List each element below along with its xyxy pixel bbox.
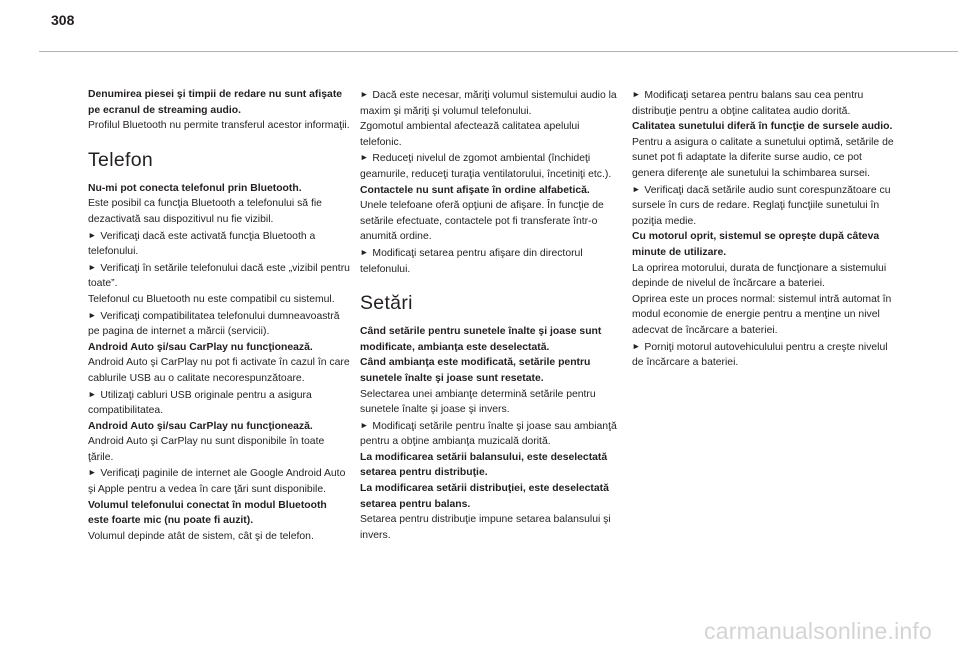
triangle-bullet-icon: ► xyxy=(632,183,641,194)
answer-text: Android Auto şi CarPlay nu sunt disponibile în toate ţările. xyxy=(88,436,325,463)
answer-text: Selectarea unei ambianţe determină setările pentru sunetele înalte şi joase şi invers. xyxy=(360,388,596,416)
triangle-bullet-icon: ► xyxy=(88,309,97,320)
page-number: 308 xyxy=(51,12,75,28)
site-watermark: carmanualsonline.info xyxy=(704,618,932,644)
question-text: Nu-mi pot conecta telefonul prin Bluetooth. xyxy=(88,182,302,194)
bullet-item: ► Verificaţi paginile de internet ale Google Android Auto şi Apple pentru a vedea în care ţări sunt disponibile. xyxy=(88,467,346,496)
answer-text: Este posibil ca funcţia Bluetooth a telefonului să fie dezactivată sau dispozitivul nu fie vizibil. xyxy=(88,198,322,225)
column-3 xyxy=(632,87,894,371)
answer-text: Profilul Bluetooth nu permite transferul acestor informaţii. xyxy=(88,120,350,132)
answer-text: Oprirea este un proces normal: sistemul intră automat în modul economie de energie pentru a menţine un nivel adecvat de încărcare a bateriei. xyxy=(632,293,892,336)
triangle-bullet-icon: ► xyxy=(632,340,641,351)
triangle-bullet-icon: ► xyxy=(360,89,369,99)
bullet-item: ► Verificaţi dacă setările audio sunt corespunzătoare cu sursele în curs de redare. Reglaţi funcţiile sunetului în poziţia medie. xyxy=(632,183,891,227)
question-text: Calitatea sunetului diferă în funcţie de sursele audio. xyxy=(632,121,893,133)
answer-text: Unele telefoane oferă opţiuni de afişare. În funcţie de setările efectuate, contactele pot fi transferate într-o anumită ordine. xyxy=(360,200,604,243)
answer-text: Telefonul cu Bluetooth nu este compatibil cu sistemul. xyxy=(88,293,335,305)
answer-text: Android Auto şi CarPlay nu pot fi activate în cazul în care cablurile USB au o calitate necorespunzătoare. xyxy=(88,357,350,384)
triangle-bullet-icon: ► xyxy=(88,388,97,399)
bullet-item: ► Verificaţi compatibilitatea telefonului dumneavoastră pe pagina de internet a mărcii (servicii). xyxy=(88,309,340,338)
triangle-bullet-icon: ► xyxy=(632,89,641,99)
bullet-item: ► Verificaţi dacă este activată funcţia Bluetooth a telefonului. xyxy=(88,229,316,258)
question-text: La modificarea setării distribuţiei, este deselectată setarea pentru balans. xyxy=(360,483,609,510)
bullet-item: ► Modificaţi setarea pentru balans sau cea pentru distribuţie pentru a obţine calitatea audio dorită. xyxy=(632,89,864,117)
answer-text: La oprirea motorului, durata de funcţionare a sistemului depinde de nivelul de încărcare a bateriei. xyxy=(632,262,887,290)
triangle-bullet-icon: ► xyxy=(360,246,369,257)
answer-text: Pentru a asigura o calitate a sunetului optimă, setările de sunet pot fi adaptate la diferite surse audio, ce pot genera diferenţe ale sunetului la schimbarea sursei. xyxy=(632,136,894,179)
answer-text: Zgomotul ambiental afectează calitatea apelului telefonic. xyxy=(360,121,580,148)
bullet-item: ► Modificaţi setarea pentru afişare din directorul telefonului. xyxy=(360,246,583,275)
column-2 xyxy=(360,87,622,543)
triangle-bullet-icon: ► xyxy=(88,261,97,272)
section-heading-setari: Setări xyxy=(360,292,413,315)
question-text: Contactele nu sunt afişate în ordine alfabetică. xyxy=(360,184,590,196)
bullet-item: ► Utilizaţi cabluri USB originale pentru a asigura compatibilitatea. xyxy=(88,388,312,417)
answer-text: Setarea pentru distribuţie impune setarea balansului şi invers. xyxy=(360,514,611,541)
question-text: Denumirea piesei şi timpii de redare nu sunt afişate pe ecranul de streaming audio. xyxy=(88,89,343,116)
question-text: Volumul telefonului conectat în modul Bluetooth este foarte mic (nu poate fi auzit). xyxy=(88,499,327,527)
triangle-bullet-icon: ► xyxy=(360,152,369,163)
bullet-item: ► Verificaţi în setările telefonului dacă este „vizibil pentru toate”. xyxy=(88,261,350,290)
bullet-item: ► Modificaţi setările pentru înalte şi joase sau ambianţă pentru a obţine ambianţa muzicală dorită. xyxy=(360,419,617,448)
bullet-item: ► Dacă este necesar, măriţi volumul sistemului audio la maxim şi măriţi şi volumul telefonului. xyxy=(360,89,617,117)
question-text: La modificarea setării balansului, este deselectată setarea pentru distribuţie. xyxy=(360,451,608,479)
header-divider xyxy=(39,51,958,52)
question-text: Android Auto şi/sau CarPlay nu funcţionează. xyxy=(88,420,313,432)
question-text: Când ambianţa este modificată, setările pentru sunetele înalte şi joase sunt resetate. xyxy=(360,357,591,384)
question-text: Android Auto şi/sau CarPlay nu funcţionează. xyxy=(88,341,313,353)
triangle-bullet-icon: ► xyxy=(88,467,97,478)
triangle-bullet-icon: ► xyxy=(360,419,369,430)
column-1 xyxy=(88,87,350,544)
question-text: Cu motorul oprit, sistemul se opreşte după câteva minute de utilizare. xyxy=(632,231,880,258)
answer-text: Volumul depinde atât de sistem, cât şi de telefon. xyxy=(88,530,314,542)
section-heading-telefon: Telefon xyxy=(88,148,153,171)
question-text: Când setările pentru sunetele înalte şi joase sunt modificate, ambianţa este deselectată. xyxy=(360,326,602,353)
triangle-bullet-icon: ► xyxy=(88,229,97,240)
bullet-item: ► Porniţi motorul autovehiculului pentru a creşte nivelul de încărcare a bateriei. xyxy=(632,340,888,369)
bullet-item: ► Reduceţi nivelul de zgomot ambiental (închideţi geamurile, reduceţi turaţia ventilatorului, încetiniţi etc.). xyxy=(360,152,612,180)
